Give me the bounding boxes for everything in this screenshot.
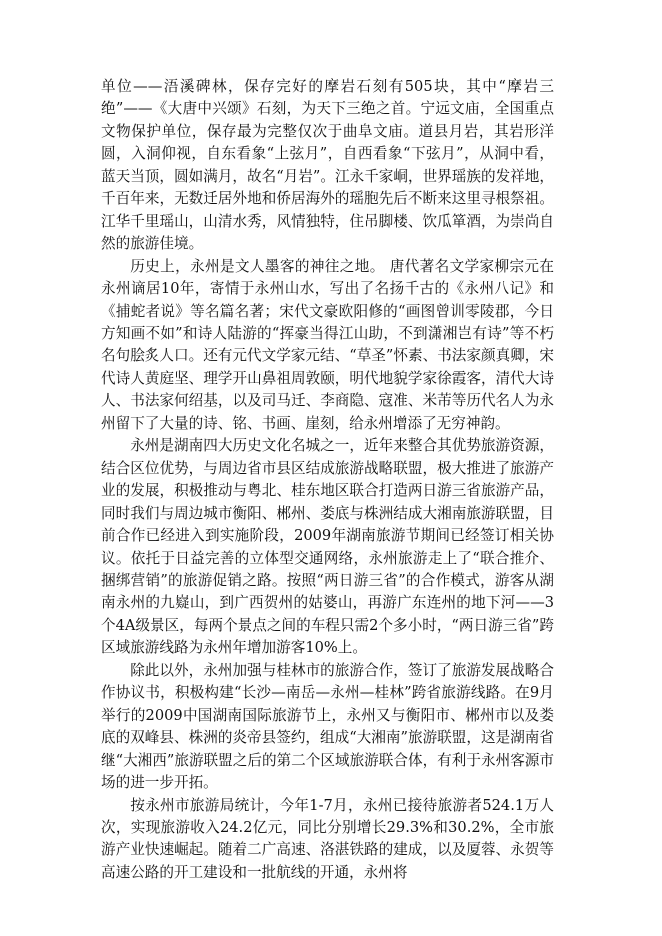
document-page: [101, 76, 554, 884]
paragraph-4: 除此以外，永州加强与桂林市的旅游合作，签订了旅游发展战略合作协议书，积极构建“长沙—南岳—永州—桂林”跨省旅游线路。在9月举行的2009中国湖南国际旅游节上，永州又与衡阳市、郴州市以及娄底的双峰县、株洲的炎帝县签约，组成“大湘南”旅游联盟，这是湖南省继“大湘西”旅游联盟之后的第二个区域旅游联合体，有利于永州客源市场的进一步开拓。: [101, 661, 554, 792]
paragraph-3: 永州是湖南四大历史文化名城之一，近年来整合其优势旅游资源，结合区位优势，与周边省市县区结成旅游战略联盟，极大推进了旅游产业的发展，积极推动与粤北、桂东地区联合打造两日游三省旅游产品，同时我们与周边城市衡阳、郴州、娄底与株洲结成大湘南旅游联盟，目前合作已经进入到实施阶段，2009年湖南旅游节期间已经签订相关协议。依托于日益完善的立体型交通网络，永州旅游走上了“联合推介、捆绑营销”的旅游促销之路。按照“两日游三省”的合作模式，游客从湖南永州的九嶷山，到广西贺州的姑婆山，再游广东连州的地下河——3个4A级景区，每两个景点之间的车程只需2个多小时，“两日游三省”跨区域旅游线路为永州年增加游客10%上。: [101, 437, 554, 657]
paragraph-1: 单位——浯溪碑林，保存完好的摩岩石刻有505块，其中“摩岩三绝”——《大唐中兴颂》石刻，为天下三绝之首。宁远文庙，全国重点文物保护单位，保存最为完整仅次于曲阜文庙。道县月岩，其岩形洋圆，入洞仰视，自东看象“上弦月”，自西看象“下弦月”，从洞中看，蓝天当顶，圆如满月，故名“月岩”。江永千家峒，世界瑶族的发祥地，千百年来，无数迁居外地和侨居海外的瑶胞先后不断来这里寻根祭祖。江华千里瑶山，山清水秀，风情独特，住吊脚楼、饮瓜箪酒，为崇尚自然的旅游佳境。: [101, 78, 554, 253]
paragraph-5: 按永州市旅游局统计，今年1-7月，永州已接待旅游者524.1万人次，实现旅游收入24.2亿元，同比分别增长29.3%和30.2%，全市旅游产业快速崛起。随着二广高速、洛湛铁路的建成，以及厦蓉、永贺等高速公路的开工建设和一批航线的开通，永州将: [101, 796, 554, 881]
paragraph-2: 历史上，永州是文人墨客的神往之地。 唐代著名文学家柳宗元在永州谪居10年，寄情于永州山水，写出了名扬千古的《永州八记》和《捕蛇者说》等名篇名著；宋代文豪欧阳修的“画图曾训零陵郡，今日方知画不如”和诗人陆游的“挥豪当得江山助，不到潇湘岂有诗”等不朽名句脍炙人口。还有元代文学家元结、“草圣”怀素、书法家颜真卿，宋代诗人黄庭坚、理学开山鼻祖周敦颐，明代地貌学家徐霞客，清代大诗人、书法家何绍基，以及司马迁、李商隐、寇准、米芾等历代名人为永州留下了大量的诗、铭、书画、崖刻，给永州增添了无穷神韵。: [101, 257, 554, 432]
